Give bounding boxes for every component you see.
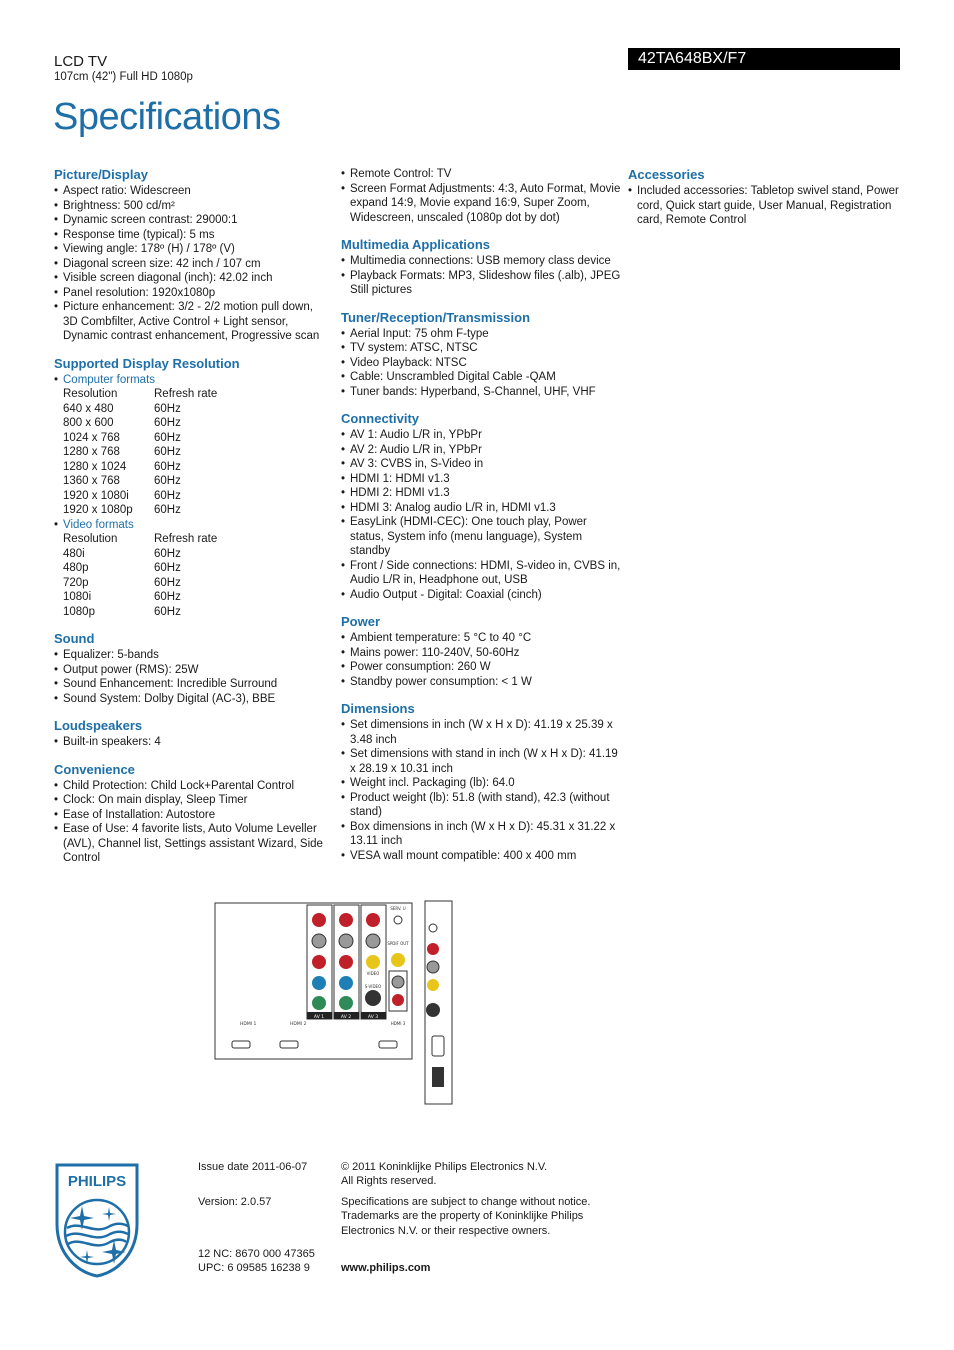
list-item: • Included accessories: Tabletop swivel stand, Power cord, Quick start guide, User Manual, Registration card, Remote Control xyxy=(628,184,908,228)
hdmi1-label: HDMI 1 xyxy=(240,1022,257,1027)
refresh-rate-cell: 60Hz xyxy=(154,562,181,574)
list-dimensions xyxy=(341,718,621,863)
table-row xyxy=(54,474,329,489)
resolution-cell: 1920 x 1080i xyxy=(63,489,129,502)
list-item: • Mains power: 110-240V, 50-60Hz xyxy=(341,646,621,661)
refresh-rate-cell: 60Hz xyxy=(154,547,181,560)
av3-audio-r-jack xyxy=(366,913,380,927)
list-item: • Brightness: 500 cd/m² xyxy=(54,199,329,214)
list-item: • Box dimensions in inch (W x H x D): 45.31 x 31.22 x 13.11 inch xyxy=(341,820,621,849)
section-title-convenience: Convenience xyxy=(54,761,135,777)
list-item: • Cable: Unscrambled Digital Cable -QAM xyxy=(341,370,621,385)
table-row xyxy=(54,402,329,417)
av3-audio-l-jack xyxy=(366,934,380,948)
hdmi2-label: HDMI 2 xyxy=(290,1022,307,1027)
philips-shield-logo xyxy=(54,1162,140,1279)
list-item: • Tuner bands: Hyperband, S-Channel, UHF, VHF xyxy=(341,385,621,400)
list-item: • EasyLink (HDMI-CEC): One touch play, Power status, System info (menu language), System standby xyxy=(341,515,621,559)
section-title-sound: Sound xyxy=(54,631,95,646)
logo-text: PHILIPS xyxy=(67,1173,127,1190)
list-connectivity xyxy=(341,428,621,602)
table-row xyxy=(54,590,329,605)
table-row xyxy=(54,547,329,562)
list-item: • Video Playback: NTSC xyxy=(341,356,621,371)
hdmi3-audio-l-jack xyxy=(392,976,404,988)
resolution-cell: 1280 x 1024 xyxy=(63,460,127,473)
list-item: • Remote Control: TV xyxy=(341,167,621,182)
table-row xyxy=(54,460,329,475)
product-subtitle: 107cm (42") Full HD 1080p xyxy=(54,71,193,83)
av3-video-jack xyxy=(366,955,380,969)
col-resolution: Resolution xyxy=(63,388,118,400)
version: Version: 2.0.57 xyxy=(198,1196,272,1208)
refresh-rate-cell: 60Hz xyxy=(154,446,181,458)
video-formats-table xyxy=(54,547,329,620)
list-resolution-video xyxy=(54,518,329,533)
av1-y-jack xyxy=(312,996,326,1010)
section-title-tuner: Tuner/Reception/Transmission xyxy=(341,309,531,325)
side-svideo-jack xyxy=(426,1003,440,1017)
svideo-label: S-VIDEO xyxy=(364,984,382,989)
notice-line-2: Trademarks are the property of Koninklijke Philips xyxy=(341,1210,584,1222)
table-row xyxy=(54,489,329,504)
service-port-icon xyxy=(394,916,402,924)
list-tuner xyxy=(341,327,621,400)
resolution-cell: 480p xyxy=(63,562,89,574)
av1-label: AV 1 xyxy=(313,1015,325,1020)
hdmi3-label: HDMI 3 xyxy=(390,1021,406,1026)
spec-column-3 xyxy=(628,167,908,228)
resolution-cell: 1360 x 768 xyxy=(63,475,120,487)
list-item: • AV 2: Audio L/R in, YPbPr xyxy=(341,443,621,458)
refresh-rate-cell: 60Hz xyxy=(154,475,181,487)
list-item: • Product weight (lb): 51.8 (with stand), 42.3 (without stand) xyxy=(341,791,621,820)
list-item: • Ease of Use: 4 favorite lists, Auto Volume Leveller (AVL), Channel list, Settings assistant Wizard, Side Control xyxy=(54,822,329,866)
hdmi3-audio-r-jack xyxy=(392,994,404,1006)
list-item: • Sound System: Dolby Digital (AC-3), BBE xyxy=(54,692,329,707)
list-item: • Viewing angle: 178º (H) / 178º (V) xyxy=(54,242,329,257)
list-item: • Aerial Input: 75 ohm F-type xyxy=(341,327,621,342)
list-convenience-cont xyxy=(341,167,621,225)
section-title-accessories: Accessories xyxy=(628,167,705,182)
av2-audio-r-jack xyxy=(339,913,353,927)
spdif-jack xyxy=(391,953,405,967)
refresh-rate-cell: 60Hz xyxy=(154,489,181,502)
list-power xyxy=(341,631,621,689)
resolution-cell: 1080p xyxy=(63,605,95,618)
list-item: • Audio Output - Digital: Coaxial (cinch) xyxy=(341,588,621,603)
av1-pr-jack xyxy=(312,955,326,969)
page-title: Specifications xyxy=(53,96,281,138)
section-title-resolution: Supported Display Resolution xyxy=(54,355,240,371)
list-item: • Visible screen diagonal (inch): 42.02 inch xyxy=(54,271,329,286)
av1-pb-jack xyxy=(312,976,326,990)
list-item: • Equalizer: 5-bands xyxy=(54,648,329,663)
list-item: • Set dimensions in inch (W x H x D): 41.19 x 25.39 x 3.48 inch xyxy=(341,718,621,747)
computer-formats-table xyxy=(54,402,329,518)
headphone-jack xyxy=(429,924,437,932)
connector-panel-diagram xyxy=(214,900,454,1106)
product-type: LCD TV xyxy=(54,53,108,70)
av3-svideo-jack xyxy=(365,990,381,1006)
spdif-label: SPDIF OUT xyxy=(387,941,409,946)
notice-line-1: Specifications are subject to change without notice. xyxy=(341,1196,591,1208)
list-item: • HDMI 3: Analog audio L/R in, HDMI v1.3 xyxy=(341,501,621,516)
table-header xyxy=(54,387,329,402)
section-title-loudspeakers: Loudspeakers xyxy=(54,718,143,733)
list-item: • Standby power consumption: < 1 W xyxy=(341,675,621,690)
av3-label: AV 3 xyxy=(367,1015,379,1020)
list-item: • HDMI 1: HDMI v1.3 xyxy=(341,472,621,487)
computer-formats-label: Computer formats xyxy=(63,373,156,386)
website-link[interactable]: www.philips.com xyxy=(341,1262,431,1274)
list-item: • Picture enhancement: 3/2 - 2/2 motion pull down, 3D Combfilter, Active Control + Light sensor, Dynamic contrast enhancement, Progressive scan xyxy=(54,300,329,344)
copyright-line-1: © 2011 Koninklijke Philips Electronics N.V. xyxy=(341,1161,548,1173)
list-multimedia xyxy=(341,254,621,298)
side-audio-r-jack xyxy=(427,943,439,955)
refresh-rate-cell: 60Hz xyxy=(154,431,181,444)
hdmi1-port-icon xyxy=(232,1041,250,1048)
list-item: • Built-in speakers: 4 xyxy=(54,735,329,750)
video-label: VIDEO xyxy=(366,971,380,976)
table-row xyxy=(54,445,329,460)
spec-column-2 xyxy=(341,167,621,863)
refresh-rate-cell: 60Hz xyxy=(154,460,181,473)
resolution-cell: 1920 x 1080p xyxy=(63,504,133,516)
side-audio-l-jack xyxy=(427,961,439,973)
table-header xyxy=(54,532,329,547)
list-item: • Aspect ratio: Widescreen xyxy=(54,184,329,199)
list-item: • Dynamic screen contrast: 29000:1 xyxy=(54,213,329,228)
hdmi3-port-icon xyxy=(379,1041,397,1048)
list-item: • Front / Side connections: HDMI, S-video in, CVBS in, Audio L/R in, Headphone out, USB xyxy=(341,559,621,588)
list-item: • AV 3: CVBS in, S-Video in xyxy=(341,457,621,472)
list-item: • Multimedia connections: USB memory class device xyxy=(341,254,621,269)
table-row xyxy=(54,561,329,576)
list-item: • VESA wall mount compatible: 400 x 400 mm xyxy=(341,849,621,864)
av2-pr-jack xyxy=(339,955,353,969)
av2-audio-l-jack xyxy=(339,934,353,948)
list-item: • Sound Enhancement: Incredible Surround xyxy=(54,677,329,692)
av1-audio-l-jack xyxy=(312,934,326,948)
resolution-cell: 480i xyxy=(63,547,85,560)
av2-label: AV 2 xyxy=(340,1015,352,1020)
list-item: • TV system: ATSC, NTSC xyxy=(341,341,621,356)
resolution-cell: 640 x 480 xyxy=(63,402,114,415)
list-item: • Diagonal screen size: 42 inch / 107 cm xyxy=(54,257,329,272)
list-item: • Ease of Installation: Autostore xyxy=(54,808,329,823)
nc-number: 12 NC: 8670 000 47365 xyxy=(198,1248,315,1260)
av2-pb-jack xyxy=(339,976,353,990)
model-number-bar: 42TA648BX/F7 xyxy=(628,48,900,70)
refresh-rate-cell: 60Hz xyxy=(154,605,181,618)
list-item: • Weight incl. Packaging (lb): 64.0 xyxy=(341,776,621,791)
section-title-power: Power xyxy=(341,614,381,629)
table-row xyxy=(54,431,329,446)
resolution-cell: 720p xyxy=(63,576,89,589)
table-row xyxy=(54,503,329,518)
section-title-multimedia: Multimedia Applications xyxy=(341,237,491,252)
resolution-cell: 1024 x 768 xyxy=(63,431,120,444)
list-item: • Power consumption: 260 W xyxy=(341,660,621,675)
col-refresh: Refresh rate xyxy=(154,533,218,545)
side-hdmi-port-icon xyxy=(432,1036,444,1056)
list-item xyxy=(54,373,329,388)
service-label: SERV. U xyxy=(390,906,406,911)
list-sound xyxy=(54,648,329,706)
list-item: • Set dimensions with stand in inch (W x H x D): 41.19 x 28.19 x 10.31 inch xyxy=(341,747,621,776)
side-video-jack xyxy=(427,979,439,991)
list-item: • Response time (typical): 5 ms xyxy=(54,228,329,243)
list-item: • Output power (RMS): 25W xyxy=(54,663,329,678)
list-picture xyxy=(54,184,329,344)
hdmi2-port-icon xyxy=(280,1041,298,1048)
av2-y-jack xyxy=(339,996,353,1010)
copyright-line-2: All Rights reserved. xyxy=(341,1175,437,1187)
list-item: • HDMI 2: HDMI v1.3 xyxy=(341,486,621,501)
upc-number: UPC: 6 09585 16238 9 xyxy=(198,1262,310,1274)
resolution-cell: 1080i xyxy=(63,591,92,603)
section-title-dimensions: Dimensions xyxy=(341,701,415,716)
section-title-picture: Picture/Display xyxy=(54,167,148,182)
section-title-connectivity: Connectivity xyxy=(341,411,420,426)
list-item: • AV 1: Audio L/R in, YPbPr xyxy=(341,428,621,443)
issue-date: Issue date 2011-06-07 xyxy=(198,1161,308,1173)
table-row xyxy=(54,416,329,431)
list-accessories xyxy=(628,184,908,228)
resolution-cell: 1280 x 768 xyxy=(63,446,120,458)
list-item: • Playback Formats: MP3, Slideshow files (.alb), JPEG Still pictures xyxy=(341,269,621,298)
refresh-rate-cell: 60Hz xyxy=(154,591,181,603)
col-resolution: Resolution xyxy=(63,533,118,545)
refresh-rate-cell: 60Hz xyxy=(154,417,181,429)
list-item: • Panel resolution: 1920x1080p xyxy=(54,286,329,301)
video-formats-label: Video formats xyxy=(63,518,134,531)
list-item: • Clock: On main display, Sleep Timer xyxy=(54,793,329,808)
list-loudspeakers xyxy=(54,735,329,750)
refresh-rate-cell: 60Hz xyxy=(154,576,181,589)
av1-audio-r-jack xyxy=(312,913,326,927)
list-item xyxy=(54,518,329,533)
notice-line-3: Electronics N.V. or their respective owners. xyxy=(341,1225,551,1237)
list-item: • Ambient temperature: 5 °C to 40 °C xyxy=(341,631,621,646)
table-row xyxy=(54,605,329,620)
spec-column-1 xyxy=(54,167,329,866)
refresh-rate-cell: 60Hz xyxy=(154,504,181,516)
list-item: • Screen Format Adjustments: 4:3, Auto Format, Movie expand 14:9, Movie expand 16:9, Super Zoom, Widescreen, unscaled (1080p dot by dot) xyxy=(341,182,621,226)
col-refresh: Refresh rate xyxy=(154,388,218,400)
refresh-rate-cell: 60Hz xyxy=(154,402,181,415)
resolution-cell: 800 x 600 xyxy=(63,417,114,429)
list-item: • Child Protection: Child Lock+Parental Control xyxy=(54,779,329,794)
list-convenience xyxy=(54,779,329,866)
table-row xyxy=(54,576,329,591)
list-resolution xyxy=(54,373,329,388)
usb-port-icon xyxy=(432,1067,444,1087)
